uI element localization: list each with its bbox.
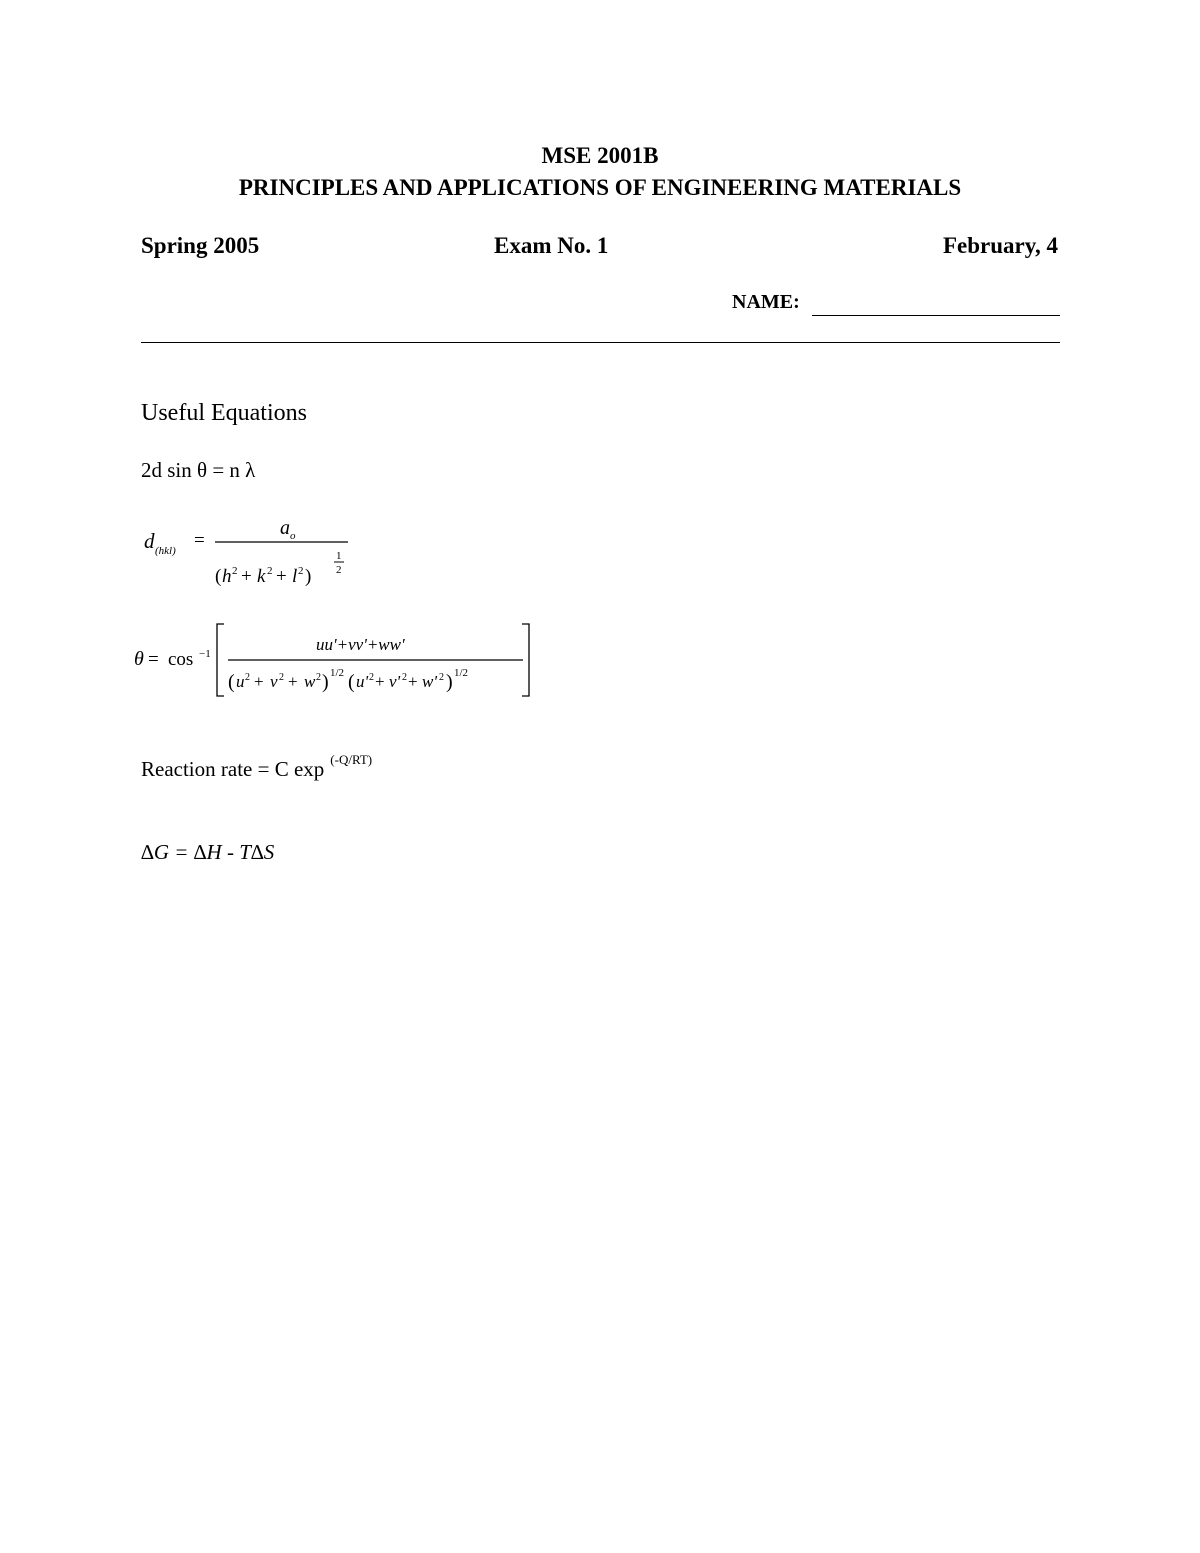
svg-text:u': u' [356,672,369,691]
name-label: NAME: [732,291,800,313]
svg-text:1/2: 1/2 [454,667,469,679]
svg-text:w': w' [422,672,437,691]
reaction-rate-text: Reaction rate = C exp [141,757,325,781]
direction-angle-equation [130,620,540,702]
name-entry-line[interactable] [812,315,1060,316]
svg-text:+: + [254,672,264,691]
svg-text:1/2: 1/2 [330,667,345,679]
svg-text:(: ( [348,671,355,693]
svg-text:v: v [270,672,278,691]
svg-text:1: 1 [336,550,342,562]
svg-text:+: + [241,566,252,587]
course-code: MSE 2001B [541,143,659,168]
svg-text:u: u [236,672,245,691]
svg-text:2: 2 [316,672,321,683]
svg-text:2: 2 [245,672,250,683]
svg-text:(: ( [215,566,222,587]
exam-number: Exam No. 1 [494,233,609,258]
svg-text:2: 2 [298,565,304,577]
svg-text:+: + [375,672,385,691]
gibbs-equation: ∆G = ∆H - T∆S [141,840,275,864]
svg-text:+: + [276,566,287,587]
course-title: PRINCIPLES AND APPLICATIONS OF ENGINEERING MATERIALS [238,175,962,200]
svg-text:): ) [446,671,453,693]
reaction-rate-exponent: (-Q/RT) [330,752,373,767]
svg-text:2: 2 [336,564,342,576]
header-divider [141,342,1060,343]
svg-text:(hkl): (hkl) [155,545,176,557]
svg-text:(: ( [228,671,235,693]
svg-text:l: l [292,566,298,587]
exam-date: February, 4 [943,233,1058,258]
svg-text:+: + [288,672,298,691]
svg-text:cos: cos [168,649,194,670]
svg-text:2: 2 [232,565,238,577]
svg-text:+: + [408,672,418,691]
svg-text:2: 2 [369,672,374,683]
svg-text:h: h [222,566,232,587]
svg-text:uu'+vv'+ww': uu'+vv'+ww' [316,635,405,654]
svg-text:k: k [257,566,266,587]
svg-text:θ: θ [134,648,144,670]
svg-text:2: 2 [439,672,444,683]
bragg-equation: 2d sin θ = n λ [141,458,256,482]
interplanar-spacing-equation [140,518,360,593]
section-title: Useful Equations [141,400,307,426]
svg-text:−1: −1 [199,648,211,660]
svg-text:2: 2 [279,672,284,683]
svg-text:=: = [194,530,205,551]
svg-text:o: o [290,530,296,542]
exam-term: Spring 2005 [141,233,260,258]
svg-text:): ) [305,566,312,587]
svg-text:2: 2 [402,672,407,683]
svg-text:v': v' [389,672,401,691]
svg-text:d: d [144,529,155,553]
svg-text:w: w [304,672,316,691]
svg-text:): ) [322,671,329,693]
svg-text:a: a [280,517,290,539]
reaction-rate-equation [141,752,373,782]
svg-text:=: = [148,649,159,670]
svg-text:2: 2 [267,565,273,577]
